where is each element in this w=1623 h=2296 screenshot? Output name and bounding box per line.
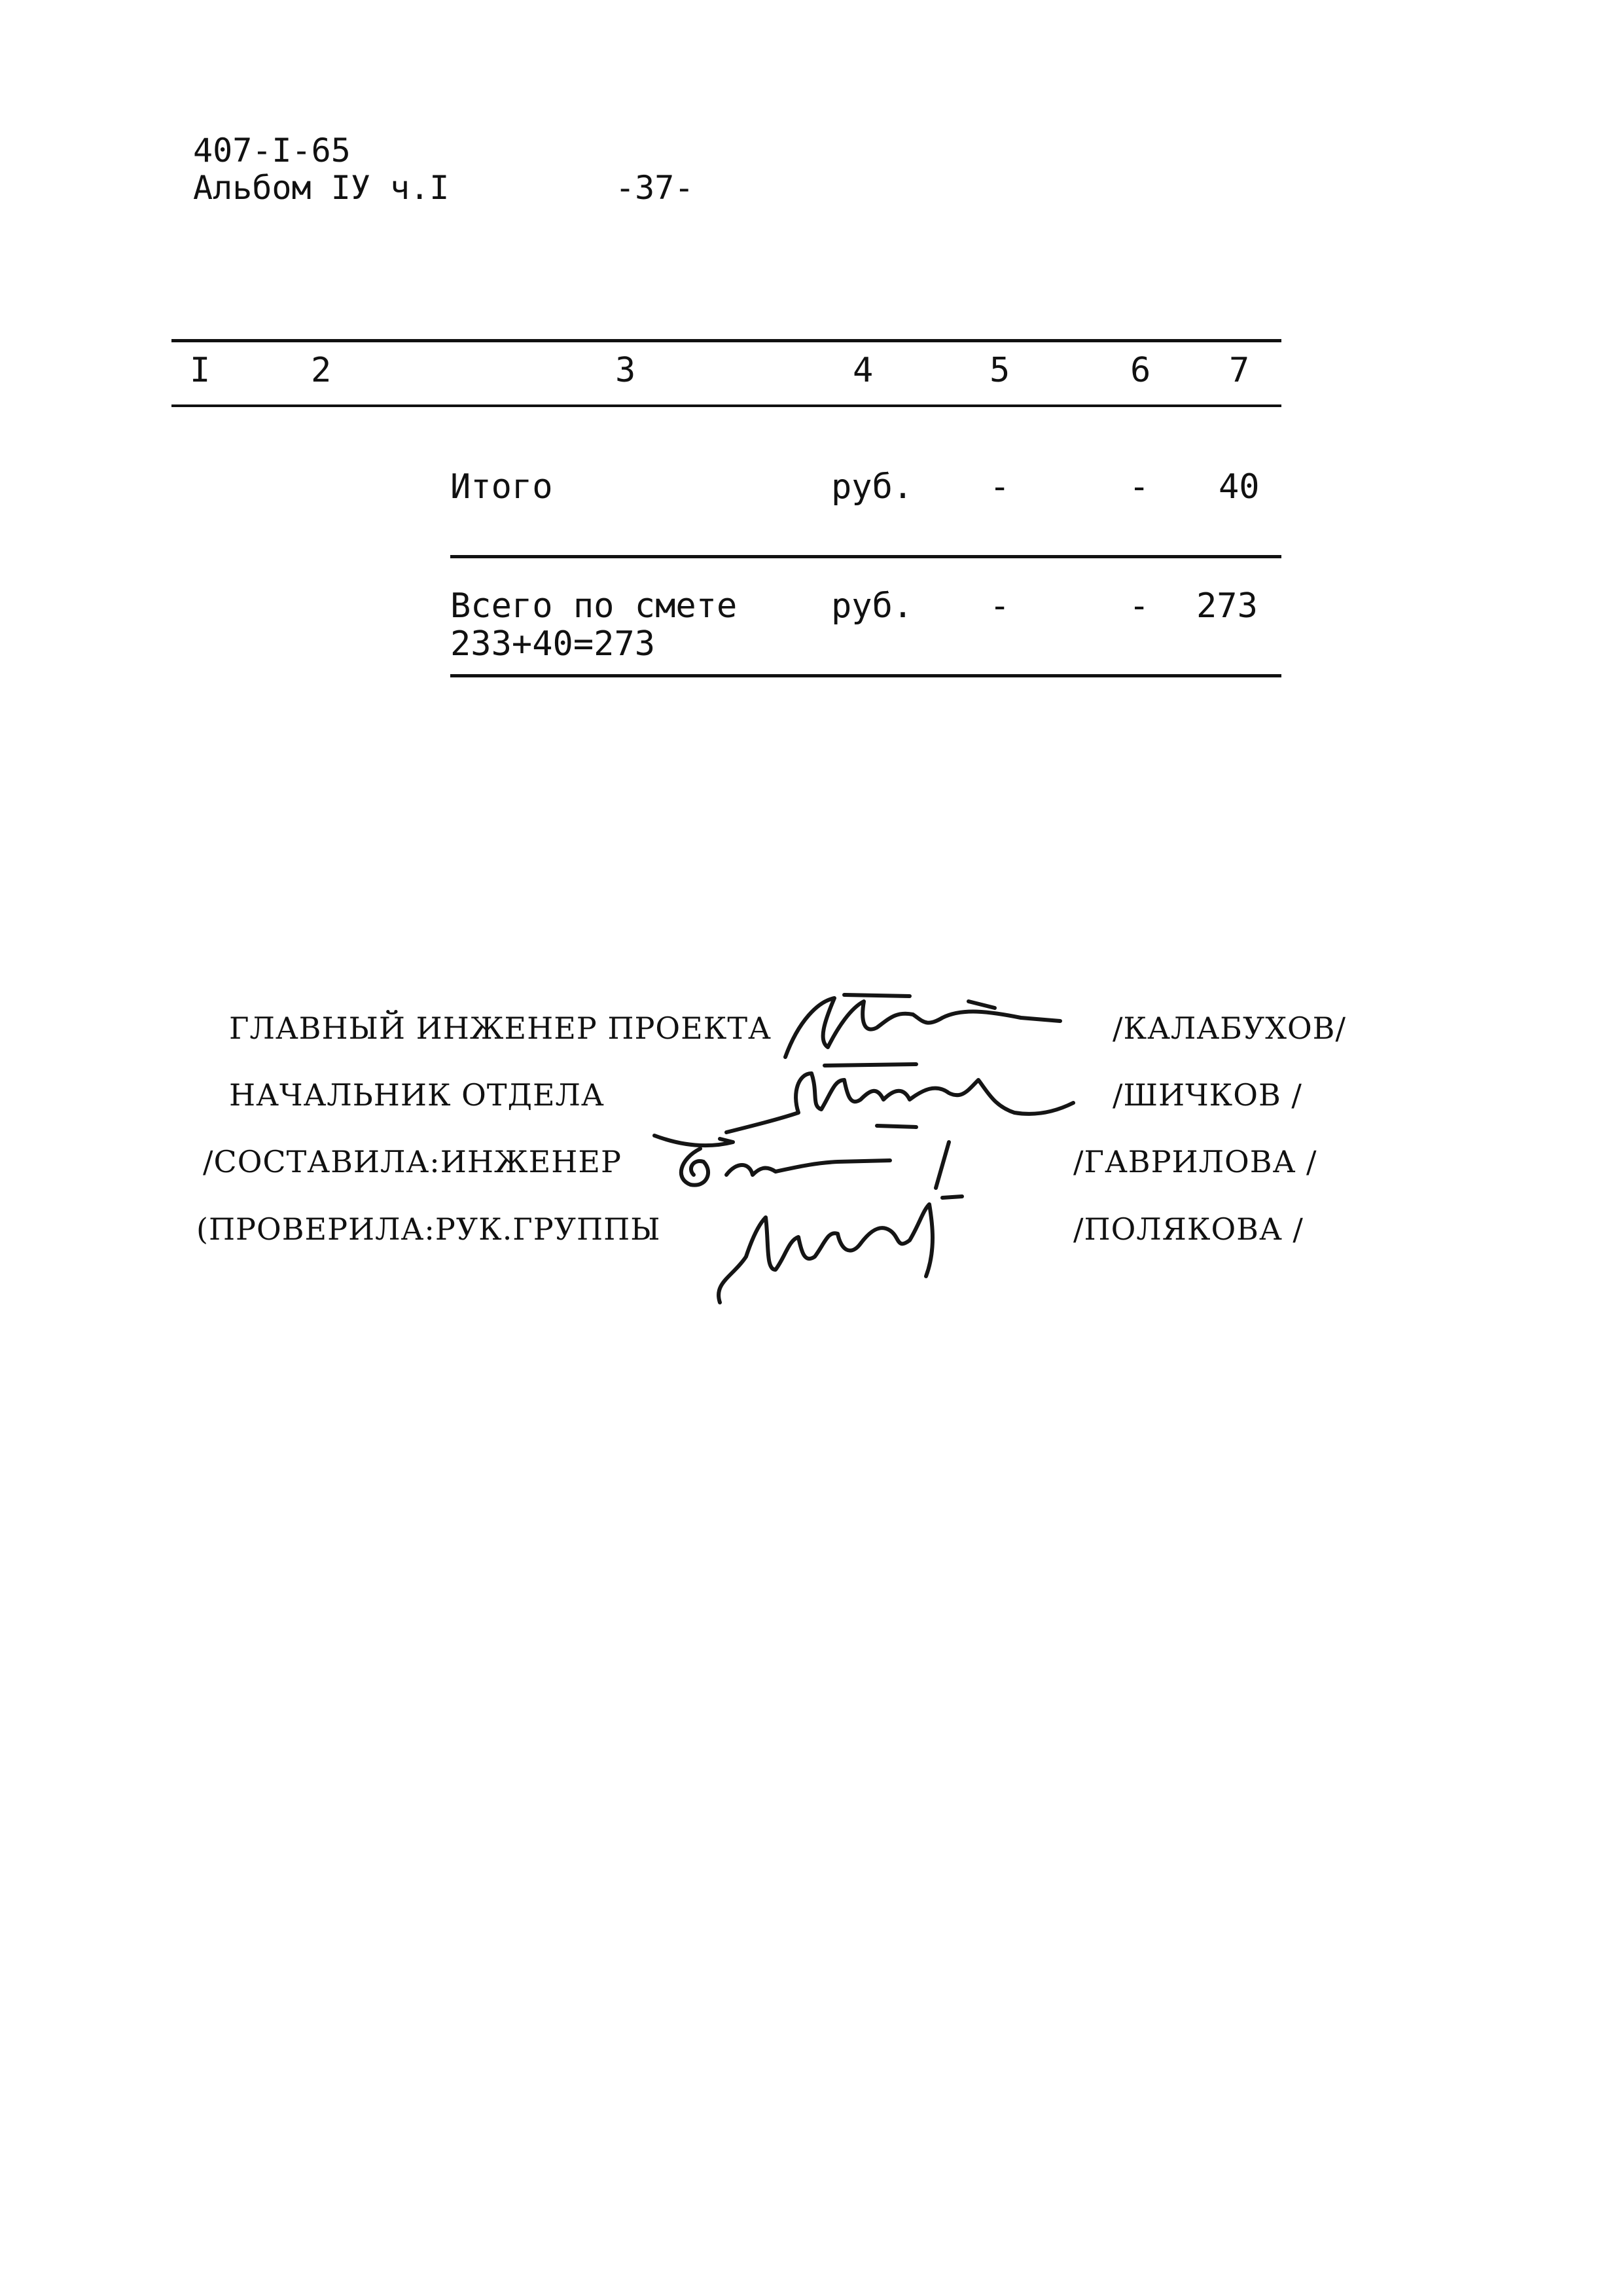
column-header-1: I xyxy=(190,351,211,390)
table-header-rule xyxy=(171,404,1281,407)
column-header-6: 6 xyxy=(1130,351,1151,390)
table-bottom-rule xyxy=(450,674,1281,677)
page-number: -37- xyxy=(615,169,694,207)
row-total-col6: - xyxy=(1129,586,1150,626)
role-department-head: НАЧАЛЬНИК ОТДЕЛА xyxy=(229,1077,605,1113)
row-itogo-unit: руб. xyxy=(831,467,914,507)
row-total-formula: 233+40=273 xyxy=(450,624,656,664)
row-total-name: Всего по смете xyxy=(450,586,738,626)
name-shichkov: /ШИЧКОВ / xyxy=(1113,1077,1302,1113)
row-separator xyxy=(450,555,1281,558)
row-total-value: 273 xyxy=(1196,586,1258,626)
role-checked-by: (ПРОВЕРИЛА:РУК.ГРУППЫ xyxy=(196,1211,661,1247)
column-header-2: 2 xyxy=(311,351,332,390)
name-polyakova: /ПОЛЯКОВА / xyxy=(1073,1211,1304,1247)
column-header-3: 3 xyxy=(615,351,636,390)
signature-polyakova-icon xyxy=(694,1185,995,1316)
row-itogo-col5: - xyxy=(990,467,1010,507)
row-itogo-value: 40 xyxy=(1219,467,1260,507)
role-compiled-by: /СОСТАВИЛА:ИНЖЕНЕР xyxy=(203,1144,622,1179)
row-total-unit: руб. xyxy=(831,586,914,626)
column-header-7: 7 xyxy=(1229,351,1250,390)
name-kalabukhov: /КАЛАБУХОВ/ xyxy=(1113,1011,1346,1046)
row-itogo-name: Итого xyxy=(450,467,553,507)
table-top-rule xyxy=(171,339,1281,342)
column-header-4: 4 xyxy=(853,351,874,390)
column-header-5: 5 xyxy=(990,351,1010,390)
name-gavrilova: /ГАВРИЛОВА / xyxy=(1073,1144,1317,1179)
row-itogo-col6: - xyxy=(1129,467,1150,507)
role-chief-engineer: ГЛАВНЫЙ ИНЖЕНЕР ПРОЕКТА xyxy=(229,1011,772,1046)
row-total-col5: - xyxy=(990,586,1010,626)
doc-number: 407-I-65 xyxy=(193,132,351,170)
album-label: Альбом IУ ч.I xyxy=(193,169,450,207)
